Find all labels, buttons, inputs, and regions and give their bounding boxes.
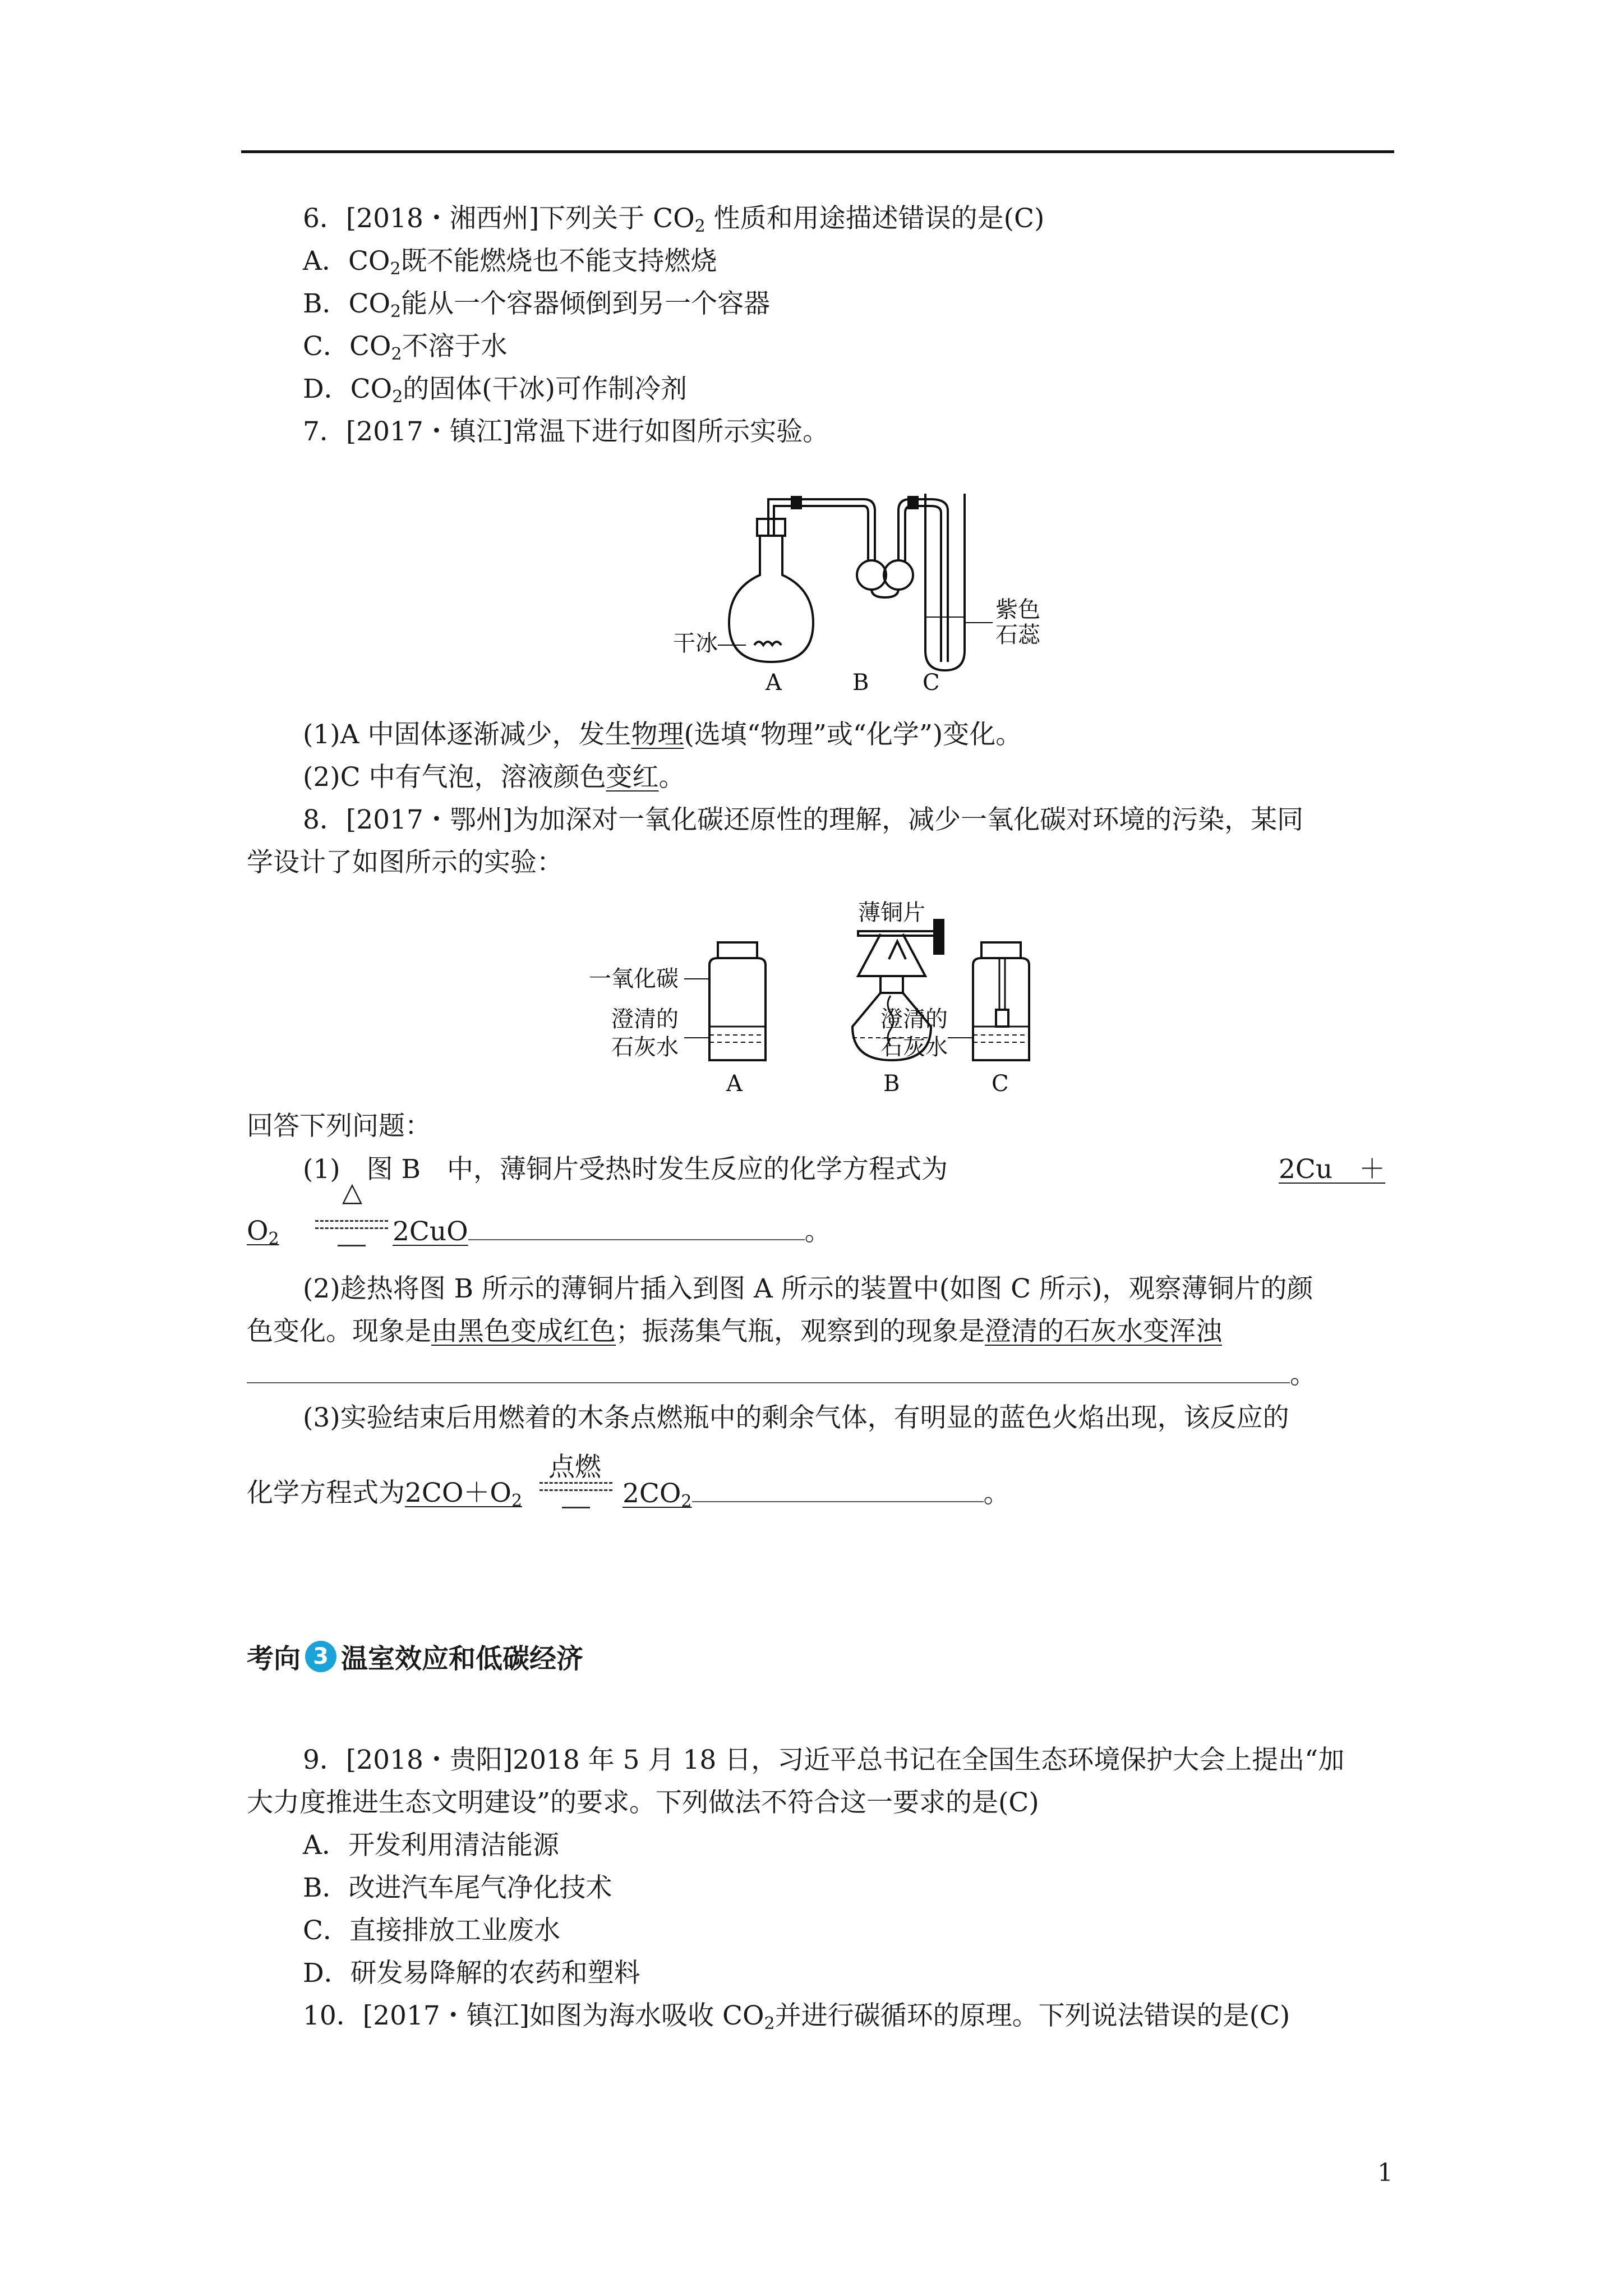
label-a: A	[726, 1071, 743, 1097]
q6-stem: 6．[2018・湘西州]下列关于 $CO_2$ 性质和用途描述错误的是(C)	[303, 203, 1045, 236]
q6-option-a: A．$CO_2$既不能燃烧也不能支持燃烧	[303, 246, 717, 279]
label-lime-c-1: 澄清的	[880, 1006, 948, 1032]
label-b: B	[883, 1071, 900, 1097]
label-lime-a-1: 澄清的	[611, 1006, 679, 1032]
q8-part2-line1: (2)趁热将图 B 所示的薄铜片插入到图 A 所示的装置中(如图 C 所示)，观察薄铜片的颜	[303, 1273, 1313, 1304]
q9-stem-1: 9．[2018・贵阳]2018 年 5 月 18 日，习近平总书记在全国生态环境保护大会上提出“加	[303, 1745, 1345, 1775]
q6-option-d: D．$CO_2$的固体(干冰)可作制冷剂	[303, 374, 687, 407]
q7-answer-2: 变红	[606, 762, 659, 793]
label-lime-c-2: 石灰水	[880, 1034, 948, 1060]
q7-part1: (1)A 中固体逐渐减少，发生物理(选填“物理”或“化学”)变化。	[303, 719, 1022, 750]
q9-option-b: B．改进汽车尾气净化技术	[303, 1872, 612, 1903]
ignite-condition: 点燃	[548, 1452, 601, 1483]
q7-answer-1: 物理	[631, 719, 684, 750]
q8-part3-product: $2CO_2$ 。	[623, 1476, 1010, 1511]
q8-part1-eq-start: 2Cu ＋	[1279, 1154, 1386, 1185]
delta-condition: △	[342, 1177, 363, 1208]
q6-option-b: B．$CO_2$能从一个容器倾倒到另一个容器	[303, 288, 771, 321]
q7-part2: (2)C 中有气泡，溶液颜色变红。	[303, 762, 685, 793]
q8-part1-text: (1) 图 B 中，薄铜片受热时发生反应的化学方程式为	[303, 1154, 948, 1185]
q8-stem-1: 8．[2017・鄂州]为加深对一氧化碳还原性的理解，减少一氧化碳对环境的污染，某同	[303, 804, 1304, 835]
q7-stem: 7．[2017・镇江]常温下进行如图所示实验。	[303, 416, 829, 447]
q8-part2-line3: 。	[247, 1358, 1316, 1392]
q8-apparatus-figure	[583, 898, 1088, 1099]
q6-option-c: C．$CO_2$不溶于水	[303, 331, 508, 364]
q8-answer-2a: 由黑色变成红色	[431, 1316, 616, 1347]
page-number: 1	[1377, 2159, 1393, 2187]
q8-stem-2: 学设计了如图所示的实验：	[247, 847, 563, 878]
header-rule	[241, 150, 1394, 153]
section-number-badge: 3	[305, 1641, 336, 1672]
label-b: B	[852, 670, 869, 696]
equals-sign-2	[540, 1482, 612, 1514]
q8-part3-line1: (3)实验结束后用燃着的木条点燃瓶中的剩余气体，有明显的蓝色火焰出现，该反应的	[303, 1402, 1289, 1433]
q9-option-d: D．研发易降解的农药和塑料	[303, 1958, 640, 1989]
q9-stem-2: 大力度推进生态文明建设”的要求。下列做法不符合这一要求的是(C)	[247, 1787, 1039, 1818]
q10-stem: 10．[2017・镇江]如图为海水吸收 $CO_2$并进行碳循环的原理。下列说法错误的是(C)	[303, 2000, 1290, 2033]
q8-answer-2b: 澄清的石灰水变浑浊	[985, 1316, 1222, 1347]
q8-part1-product: 2CuO 。	[393, 1214, 831, 1249]
label-litmus-2: 石蕊	[995, 622, 1040, 648]
label-lime-a-2: 石灰水	[611, 1034, 679, 1060]
label-co: 一氧化碳	[589, 966, 679, 992]
q9-option-c: C．直接排放工业废水	[303, 1915, 560, 1946]
label-c: C	[923, 670, 940, 696]
label-copper-sheet: 薄铜片	[858, 900, 925, 926]
label-dry-ice: 干冰	[673, 631, 718, 656]
q8-part1-equation: $O_2$	[247, 1216, 279, 1249]
label-a: A	[766, 670, 782, 696]
q8-part2-line2: 色变化。现象是由黑色变成红色；振荡集气瓶，观察到的现象是澄清的石灰水变浑浊	[247, 1316, 1222, 1347]
section-heading: 考向 3 温室效应和低碳经济	[247, 1637, 583, 1676]
q9-option-a: A．开发利用清洁能源	[303, 1830, 559, 1861]
q8-answer-prompt: 回答下列问题：	[247, 1111, 431, 1142]
label-c: C	[992, 1071, 1009, 1097]
q7-apparatus-figure	[662, 477, 1043, 696]
q8-part3-equation: 化学方程式为$2CO+O_2$	[247, 1478, 523, 1511]
label-litmus-1: 紫色	[995, 597, 1040, 623]
equals-sign-1	[315, 1220, 388, 1252]
